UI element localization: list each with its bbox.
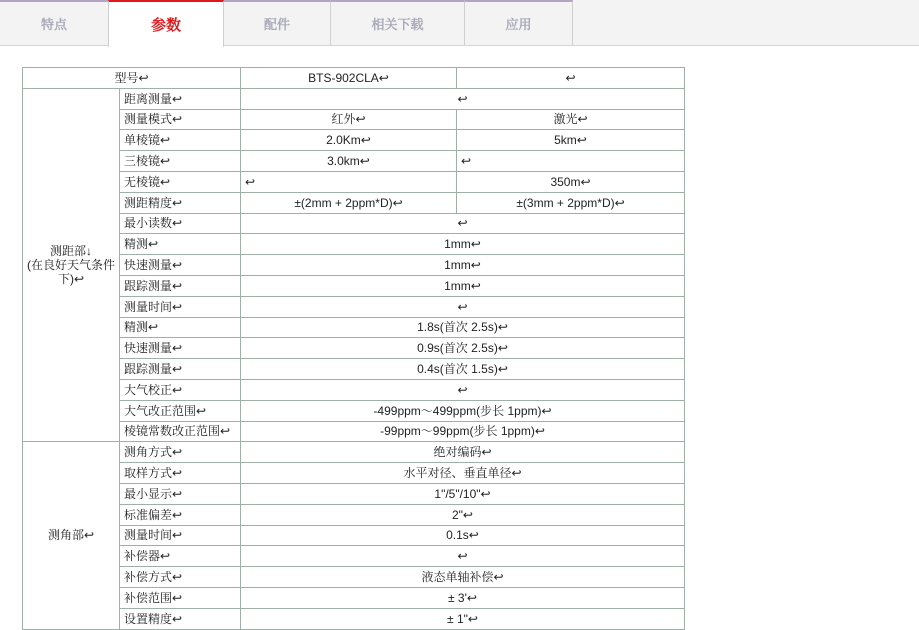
row-value: ↩ (457, 151, 685, 172)
table-row (23, 359, 685, 380)
row-value: ↩ (241, 213, 685, 234)
header-extra: ↩ (457, 68, 685, 89)
table-row (23, 379, 685, 400)
row-label: 精测↩ (120, 317, 241, 338)
row-label: 三棱镜↩ (120, 151, 241, 172)
table-row (23, 317, 685, 338)
tab-downloads[interactable]: 相关下载 (331, 0, 465, 45)
row-label: 快速测量↩ (120, 338, 241, 359)
row-label: 补偿器↩ (120, 546, 241, 567)
row-value: 1mm↩ (241, 234, 685, 255)
row-value: ↩ (241, 88, 685, 109)
table-row (23, 608, 685, 629)
header-model-value: BTS-902CLA↩ (241, 68, 457, 89)
row-value: 激光↩ (457, 109, 685, 130)
angle-group-label: 测角部↩ (23, 442, 120, 629)
table-row (23, 130, 685, 151)
row-label: 跟踪测量↩ (120, 275, 241, 296)
spec-table (22, 67, 685, 630)
table-row (23, 171, 685, 192)
tab-specs[interactable]: 参数 (108, 0, 224, 47)
table-row (23, 400, 685, 421)
row-value: 0.4s(首次 1.5s)↩ (241, 359, 685, 380)
row-value: 1"/5"/10"↩ (241, 483, 685, 504)
row-value: ↩ (241, 546, 685, 567)
table-row (23, 213, 685, 234)
row-label: 无棱镜↩ (120, 171, 241, 192)
row-value: 1mm↩ (241, 275, 685, 296)
row-label: 测角方式↩ (120, 442, 241, 463)
table-row (23, 192, 685, 213)
distance-group-line: 下)↩ (57, 272, 85, 287)
row-value: -499ppm～499ppm(步长 1ppm)↩ (241, 400, 685, 421)
distance-group-line: (在良好天气条件 (27, 258, 115, 273)
row-value: 液态单轴补偿↩ (241, 567, 685, 588)
row-label: 补偿范围↩ (120, 587, 241, 608)
row-value: 0.9s(首次 2.5s)↩ (241, 338, 685, 359)
row-value: 绝对编码↩ (241, 442, 685, 463)
row-label: 测量时间↩ (120, 296, 241, 317)
table-row (23, 68, 685, 89)
distance-group-label (23, 88, 120, 442)
row-label: 补偿方式↩ (120, 567, 241, 588)
table-row (23, 275, 685, 296)
row-value: ↩ (241, 379, 685, 400)
table-row (23, 421, 685, 442)
row-value: 1.8s(首次 2.5s)↩ (241, 317, 685, 338)
row-value: ±(3mm + 2ppm*D)↩ (457, 192, 685, 213)
row-value: 2"↩ (241, 504, 685, 525)
row-label: 精测↩ (120, 234, 241, 255)
row-value: 350m↩ (457, 171, 685, 192)
tab-content (0, 46, 919, 628)
row-value: ↩ (241, 171, 457, 192)
row-value: 2.0Km↩ (241, 130, 457, 151)
row-label: 标准偏差↩ (120, 504, 241, 525)
row-label: 大气改正范围↩ (120, 400, 241, 421)
row-value: 5km↩ (457, 130, 685, 151)
row-label: 距离测量↩ (120, 88, 241, 109)
table-row (23, 296, 685, 317)
tab-bar (0, 0, 919, 46)
row-value: ± 1"↩ (241, 608, 685, 629)
table-row (23, 151, 685, 172)
tab-accessories[interactable]: 配件 (224, 0, 331, 45)
row-label: 取样方式↩ (120, 463, 241, 484)
row-label: 测量模式↩ (120, 109, 241, 130)
table-row (23, 483, 685, 504)
table-row (23, 567, 685, 588)
row-label: 大气校正↩ (120, 379, 241, 400)
row-label: 设置精度↩ (120, 608, 241, 629)
row-label: 快速测量↩ (120, 255, 241, 276)
table-row (23, 546, 685, 567)
row-value: 红外↩ (241, 109, 457, 130)
row-value: -99ppm～99ppm(步长 1ppm)↩ (241, 421, 685, 442)
table-row (23, 504, 685, 525)
distance-group-line: 测距部↓ (49, 244, 92, 259)
row-label: 最小显示↩ (120, 483, 241, 504)
row-value: 1mm↩ (241, 255, 685, 276)
row-label: 测距精度↩ (120, 192, 241, 213)
tab-features[interactable]: 特点 (0, 0, 109, 45)
row-value: ±(2mm + 2ppm*D)↩ (241, 192, 457, 213)
header-model-label: 型号↩ (23, 68, 241, 89)
table-row (23, 109, 685, 130)
table-row (23, 525, 685, 546)
row-value: ↩ (241, 296, 685, 317)
row-value: 3.0km↩ (241, 151, 457, 172)
table-row (23, 88, 685, 109)
row-value: 水平对径、垂直单径↩ (241, 463, 685, 484)
table-row (23, 255, 685, 276)
row-value: 0.1s↩ (241, 525, 685, 546)
row-value: ± 3'↩ (241, 587, 685, 608)
row-label: 单棱镜↩ (120, 130, 241, 151)
row-label: 跟踪测量↩ (120, 359, 241, 380)
row-label: 测量时间↩ (120, 525, 241, 546)
table-row (23, 442, 685, 463)
table-row (23, 587, 685, 608)
row-label: 棱镜常数改正范围↩ (120, 421, 241, 442)
table-row (23, 234, 685, 255)
row-label: 最小读数↩ (120, 213, 241, 234)
table-row (23, 338, 685, 359)
table-row (23, 463, 685, 484)
tab-applications[interactable]: 应用 (465, 0, 573, 45)
